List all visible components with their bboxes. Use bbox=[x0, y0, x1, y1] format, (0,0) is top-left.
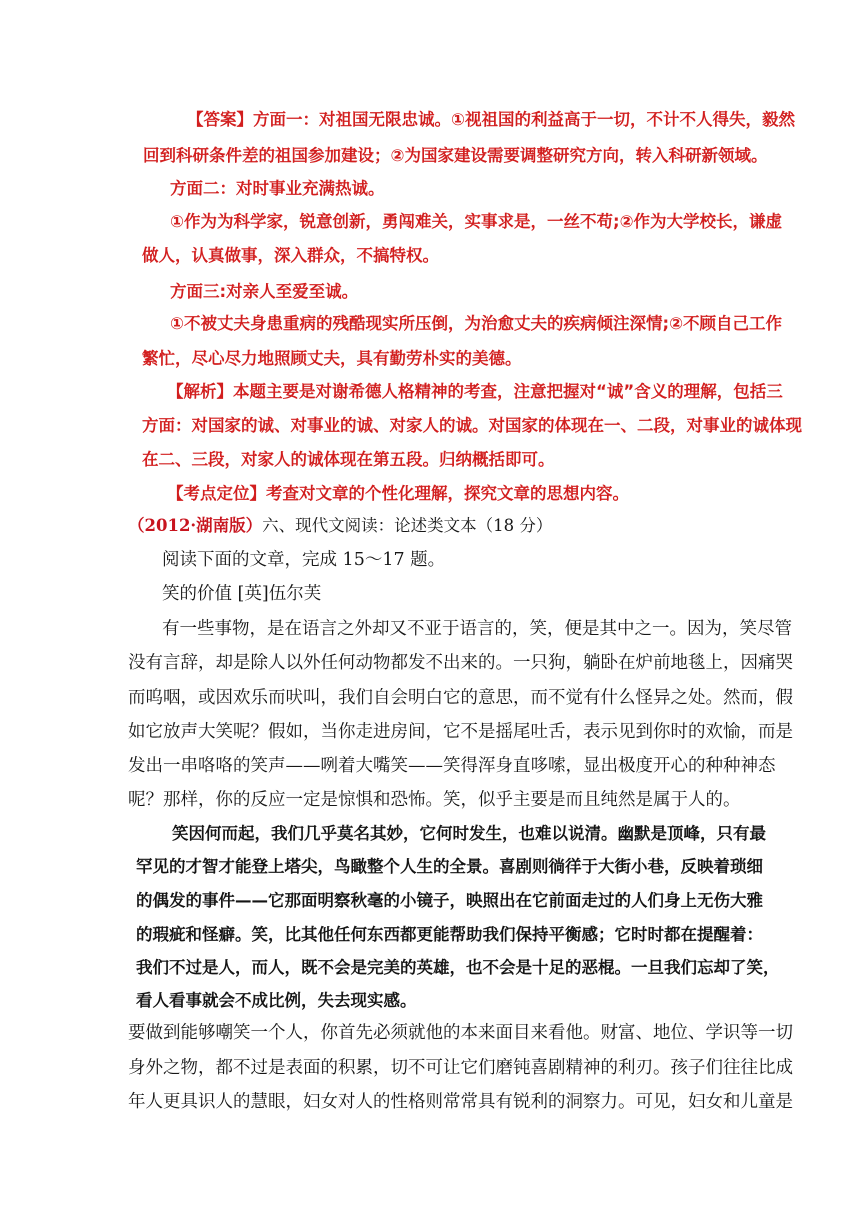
answer-line-7: ①不被丈夫身患重病的残酷现实所压倒，为治愈丈夫的疾病倾注深情;②不顾自己工作 bbox=[170, 314, 783, 333]
section-heading bbox=[128, 518, 552, 535]
knowledge-point-line: 【考点定位】考查对文章的个性化理解，探究文章的思想内容。 bbox=[167, 484, 629, 503]
para3-line-3: 年人更具识人的慧眼，妇女对人的性格则常常具有锐利的洞察力。可见，妇女和儿童是 bbox=[128, 1092, 793, 1112]
para2-line-2: 罕见的才智才能登上塔尖，鸟瞰整个人生的全景。喜剧则徜徉于大街小巷，反映着琐细 bbox=[136, 857, 763, 876]
answer-line-1: 【答案】方面一：对祖国无限忠诚。①视祖国的利益高于一切，不计不人得失，毅然 bbox=[187, 110, 795, 129]
para2-line-5: 我们不过是人，而人，既不会是完美的英雄，也不会是十足的恶棍。一旦我们忘却了笑， bbox=[136, 958, 780, 977]
para1-line-6: 呢？那样，你的反应一定是惊惧和恐怖。笑，似乎主要是而且纯然是属于人的。 bbox=[128, 790, 741, 810]
answer-line-4: ①作为为科学家，锐意创新，勇闯难关，实事求是，一丝不苟;②作为大学校长，谦虚 bbox=[170, 212, 783, 231]
para2-line-4: 的瑕疵和怪癖。笑，比其他任何东西都更能帮助我们保持平衡感；它时时都在提醒着： bbox=[136, 925, 763, 944]
analysis-line-1: 【解析】本题主要是对谢希德人格精神的考查，注意把握对“诚”含义的理解，包括三 bbox=[167, 382, 783, 401]
answer-line-3: 方面二：对时事业充满热诚。 bbox=[170, 179, 385, 198]
article-title: 笑的价值 [英]伍尔芙 bbox=[162, 584, 322, 604]
answer-line-2: 回到科研条件差的祖国参加建设；②为国家建设需要调整研究方向，转入科研新领域。 bbox=[143, 146, 768, 165]
section-source: （2012·湖南版） bbox=[128, 516, 263, 535]
para2-line-3: 的偶发的事件——它那面明察秋毫的小镜子，映照出在它前面走过的人们身上无伤大雅 bbox=[136, 891, 763, 910]
para1-line-5: 发出一串咯咯的笑声——咧着大嘴笑——笑得浑身直哆嗦，显出极度开心的种种神态 bbox=[128, 756, 776, 776]
para3-line-1: 要做到能够嘲笑一个人，你首先必须就他的本来面目来看他。财富、地位、学识等一切 bbox=[128, 1023, 793, 1043]
answer-line-6: 方面三:对亲人至爱至诚。 bbox=[170, 282, 359, 301]
para1-line-1: 有一些事物，是在语言之外却又不亚于语言的，笑，便是其中之一。因为，笑尽管 bbox=[162, 619, 792, 639]
para1-line-4: 如它放声大笑呢？假如，当你走进房间，它不是摇尾吐舌，表示见到你时的欢愉，而是 bbox=[128, 722, 793, 742]
para2-line-1: 笑因何而起，我们几乎莫名其妙，它何时发生，也难以说清。幽默是顶峰，只有最 bbox=[172, 824, 766, 843]
section-title: 六、现代文阅读：论述类文本（18 分） bbox=[262, 516, 553, 535]
analysis-line-2: 方面：对国家的诚、对事业的诚、对家人的诚。对国家的体现在一、二段，对事业的诚体现 bbox=[142, 416, 802, 435]
instruction: 阅读下面的文章，完成 15～17 题。 bbox=[162, 550, 446, 570]
para1-line-2: 没有言辞，却是除人以外任何动物都发不出来的。一只狗，躺卧在炉前地毯上，因痛哭 bbox=[128, 653, 793, 673]
para2-line-6: 看人看事就会不成比例，失去现实感。 bbox=[136, 991, 417, 1010]
para3-line-2: 身外之物，都不过是表面的积累，切不可让它们磨钝喜剧精神的利刃。孩子们往往比成 bbox=[128, 1058, 793, 1078]
answer-line-8: 繁忙，尽心尽力地照顾丈夫，具有勤劳朴实的美德。 bbox=[142, 349, 522, 368]
answer-line-5: 做人，认真做事，深入群众，不搞特权。 bbox=[142, 246, 439, 265]
para1-line-3: 而呜咽，或因欢乐而吠叫，我们自会明白它的意思，而不觉有什么怪异之处。然而，假 bbox=[128, 688, 793, 708]
analysis-line-3: 在二、三段，对家人的诚体现在第五段。归纳概括即可。 bbox=[142, 450, 555, 469]
